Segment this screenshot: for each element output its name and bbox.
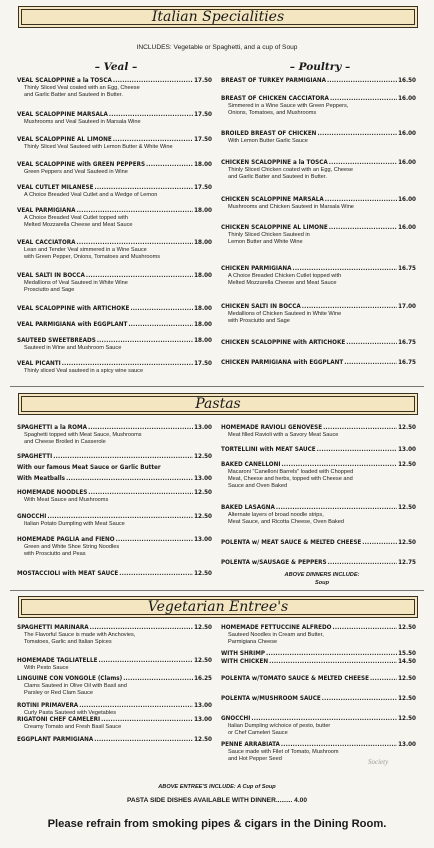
- menu-item-name: HOMEMADE RAVIOLI GENOVESE: [221, 424, 323, 431]
- menu-item-row: [17, 337, 212, 345]
- dot-leader: [322, 695, 397, 703]
- menu-item-price: 12.50: [194, 513, 212, 520]
- menu-item-price: 13.00: [194, 536, 212, 543]
- dot-leader: [77, 207, 194, 215]
- dot-leader: [317, 446, 397, 454]
- dot-leader: [323, 424, 397, 432]
- menu-item-row: [17, 239, 212, 247]
- menu-item-row: [221, 446, 416, 454]
- menu-item-name: With our famous Meat Sauce or Garlic Butter: [17, 464, 161, 471]
- menu-item-price: 12.50: [398, 695, 416, 702]
- menu-item-row: [17, 570, 212, 578]
- menu-item: [17, 513, 212, 528]
- menu-item: [17, 321, 212, 329]
- menu-item-name: VEAL CUTLET MILANESE: [17, 184, 94, 191]
- menu-item-name: POLENTA w/ MEAT SAUCE & MELTED CHEESE: [221, 539, 362, 546]
- menu-item-row: [17, 624, 212, 632]
- menu-item: [221, 196, 416, 211]
- menu-item-price: 12.50: [194, 570, 212, 577]
- dot-leader: [113, 77, 193, 85]
- menu-item: [221, 339, 416, 347]
- menu-item-description: Sauteed in Wine and Mushroom Sauce: [24, 345, 122, 351]
- menu-item-name: SPAGHETTI MARINARA: [17, 624, 89, 631]
- menu-item-price: 12.50: [194, 453, 212, 460]
- menu-item-row: [17, 736, 212, 744]
- menu-item-row: [221, 424, 416, 432]
- menu-item: [17, 360, 212, 375]
- menu-item-description: Mushrooms and Veal Sauteed in Marsala Wine: [24, 119, 141, 125]
- menu-item-row: [17, 675, 212, 683]
- menu-item-name: CHICKEN SALTI IN BOCCA: [221, 303, 301, 310]
- dot-leader: [119, 570, 193, 578]
- menu-item-price: 16.75: [398, 359, 416, 366]
- dot-leader: [251, 715, 397, 723]
- dot-leader: [113, 136, 193, 144]
- dot-leader: [146, 161, 193, 169]
- pasta-side-dishes: PASTA SIDE DISHES AVAILABLE WITH DINNER......... 4.00: [126, 797, 307, 804]
- menu-item: [221, 695, 416, 703]
- menu-item-row: [17, 453, 212, 461]
- menu-item-row: [17, 360, 212, 368]
- menu-item-price: 16.00: [398, 196, 416, 203]
- dot-leader: [97, 337, 193, 345]
- menu-item-row: [17, 489, 212, 497]
- menu-item-price: 12.50: [194, 624, 212, 631]
- menu-item-row: [221, 695, 416, 703]
- menu-item-description: Italian Dumpling w/choice of pesto, butter or Chef Cameleri Sauce: [228, 723, 331, 736]
- menu-item-name: HOMEMADE FETTUCCINE ALFREDO: [221, 624, 332, 631]
- menu-item-description: The Flavorful Sauce is made with Anchovies, Tomatoes, Garlic and Italian Spices: [24, 632, 136, 645]
- menu-item: [17, 657, 212, 672]
- dot-leader: [317, 130, 397, 138]
- menu-item-row: [221, 504, 416, 512]
- dot-leader: [329, 159, 397, 167]
- menu-item-price: 17.50: [194, 111, 212, 118]
- vegetarian-includes-note: ABOVE ENTREE'S INCLUDE: A Cup of Soup: [158, 784, 276, 790]
- dot-leader: [332, 624, 397, 632]
- dot-leader: [330, 95, 397, 103]
- menu-item-row: [17, 475, 212, 483]
- dot-leader: [128, 321, 193, 329]
- menu-item-description: Sauteed Noodles in Cream and Butter, Parmigiana Cheese: [228, 632, 324, 645]
- menu-item-price: 18.00: [194, 161, 212, 168]
- menu-item: [17, 489, 212, 504]
- menu-item: [221, 159, 416, 181]
- menu-item-name: CHICKEN PARMIGIANA with EGGPLANT: [221, 359, 344, 366]
- menu-item-price: 18.00: [194, 337, 212, 344]
- menu-item-price: 12.50: [398, 461, 416, 468]
- menu-item-description: With Pesto Sauce: [24, 665, 69, 671]
- menu-item-name: HOMEMADE PAGLIA and FIENO: [17, 536, 115, 543]
- menu-item-row: [221, 265, 416, 273]
- menu-item: [17, 111, 212, 126]
- menu-item-name: PENNE ARRABIATA: [221, 741, 280, 748]
- menu-item-row: [17, 536, 212, 544]
- menu-item-row: [221, 650, 416, 658]
- menu-item: [221, 658, 416, 666]
- menu-item-price: 12.50: [398, 504, 416, 511]
- no-smoking-notice: Please refrain from smoking pipes & cigars in the Dining Room.: [47, 818, 387, 830]
- menu-item: [17, 453, 212, 461]
- menu-item-description: Creamy Tomato and Fresh Basil Sauce: [24, 724, 122, 730]
- menu-item-row: [17, 207, 212, 215]
- menu-item-description: With Lemon Butter Garlic Sauce: [228, 138, 308, 144]
- menu-item-price: 18.00: [194, 305, 212, 312]
- menu-item-row: [17, 161, 212, 169]
- menu-item: [17, 736, 212, 744]
- menu-item-price: 12.50: [398, 715, 416, 722]
- menu-item-price: 18.00: [194, 239, 212, 246]
- menu-item-name: GNOCCHI: [221, 715, 251, 722]
- menu-item-price: 18.00: [194, 272, 212, 279]
- dot-leader: [370, 675, 397, 683]
- menu-item-description: Macaroni "Canelloni Barrels" loaded with Chopped Meat, Cheese and herbs, topped with Cheese and Sauce and Oven Baked: [228, 469, 354, 489]
- dot-leader: [292, 265, 397, 273]
- menu-item-row: [221, 159, 416, 167]
- dot-leader: [281, 461, 397, 469]
- menu-item-price: 16.00: [398, 159, 416, 166]
- dot-leader: [269, 658, 397, 666]
- menu-item: [17, 161, 212, 176]
- menu-item-row: [17, 464, 212, 472]
- menu-item-name: CHICKEN SCALOPPINE AL LIMONE: [221, 224, 328, 231]
- menu-item: [221, 461, 416, 490]
- dot-leader: [344, 359, 397, 367]
- menu-item: [17, 239, 212, 261]
- menu-item: [17, 464, 212, 472]
- dot-leader: [90, 624, 193, 632]
- dot-leader: [109, 111, 193, 119]
- menu-item: [221, 675, 416, 683]
- menu-item: [221, 359, 416, 367]
- dot-leader: [88, 424, 193, 432]
- menu-item: [17, 77, 212, 99]
- menu-item-description: Medallions of Chicken Sauteed in White Wine with Prosciutto and Sage: [228, 311, 342, 324]
- menu-item-row: [17, 136, 212, 144]
- menu-item: [221, 95, 416, 117]
- menu-item-price: 12.50: [194, 657, 212, 664]
- poultry-heading: – Poultry –: [289, 61, 351, 73]
- menu-item-name: VEAL PARMIGIANA with EGGPLANT: [17, 321, 128, 328]
- dot-leader: [130, 305, 193, 313]
- menu-item: [17, 536, 212, 558]
- menu-item-name: HOMEMADE NOODLES: [17, 489, 88, 496]
- menu-item-name: BREAST OF CHICKEN CACCIATORA: [221, 95, 329, 102]
- menu-item-row: [221, 224, 416, 232]
- dot-leader: [66, 475, 193, 483]
- menu-item-price: 12.75: [398, 559, 416, 566]
- menu-item-description: A Choice Breaded Veal Cutlet and a Wedge of Lemon: [24, 192, 158, 198]
- menu-item-description: Simmered in a Wine Sauce with Green Peppers, Onions, Tomatoes, and Mushrooms: [228, 103, 349, 116]
- menu-item-name: CHICKEN PARMIGIANA: [221, 265, 292, 272]
- menu-item: [221, 446, 416, 454]
- menu-item-name: HOMEMADE TAGLIATELLE: [17, 657, 98, 664]
- menu-item: [17, 424, 212, 446]
- menu-item: [221, 559, 416, 567]
- menu-item-description: Sauce made with Filet of Tomato, Mushroom and Hot Pepper Seed: [228, 749, 339, 762]
- menu-item-row: [221, 130, 416, 138]
- menu-item: [221, 130, 416, 145]
- menu-item-name: VEAL PARMIGIANA: [17, 207, 76, 214]
- menu-item-description: Thinly Sliced Chicken coated with an Egg, Cheese and Garlic Batter and Sauteed in Butter.: [228, 167, 353, 180]
- menu-item-description: Mushrooms and Chicken Sauteed in Marsala Wine: [228, 204, 354, 210]
- menu-item-price: 17.50: [194, 136, 212, 143]
- menu-item-row: [221, 675, 416, 683]
- menu-item-price: 16.00: [398, 224, 416, 231]
- menu-item-price: 16.75: [398, 339, 416, 346]
- menu-item-name: GNOCCHI: [17, 513, 47, 520]
- menu-item: [17, 624, 212, 646]
- menu-item-price: 17.50: [194, 360, 212, 367]
- watermark: Society: [368, 758, 389, 766]
- menu-item-row: [17, 702, 212, 710]
- menu-item-price: 15.50: [398, 650, 416, 657]
- menu-item: [17, 337, 212, 352]
- divider: [10, 386, 424, 387]
- menu-item-price: 13.00: [194, 475, 212, 482]
- menu-item-name: SPAGHETTI a la ROMA: [17, 424, 87, 431]
- menu-item-name: BAKED CANELLONI: [221, 461, 281, 468]
- menu-item-row: [221, 303, 416, 311]
- menu-item-price: 12.50: [398, 424, 416, 431]
- menu-item-name: VEAL SCALOPPINE a la TOSCA: [17, 77, 112, 84]
- menu-item-description: A Choice Breaded Chicken Cutlet topped with Melted Mozzarella Cheese and Meat Sauce: [228, 273, 342, 286]
- menu-item-name: VEAL SCALOPPINE with GREEN PEPPERS: [17, 161, 146, 168]
- menu-item-description: Thinly Sliced Veal coated with an Egg, Cheese and Garlic Batter and Sauteed in Butter.: [24, 85, 140, 98]
- menu-item-name: VEAL SCALOPPINE MARSALA: [17, 111, 108, 118]
- dot-leader: [281, 741, 397, 749]
- menu-item-name: VEAL PICANTI: [17, 360, 61, 367]
- menu-item-row: [221, 339, 416, 347]
- menu-item-description: Thinly Sliced Veal Sauteed with Lemon Butter & White Wine: [24, 144, 173, 150]
- menu-item-row: [221, 715, 416, 723]
- menu-item-price: 12.50: [194, 736, 212, 743]
- menu-item: [221, 224, 416, 246]
- menu-item-price: 17.50: [194, 77, 212, 84]
- menu-item-name: POLENTA w/MUSHROOM SAUCE: [221, 695, 321, 702]
- menu-item-description: Thinly sliced Veal sauteed in a spicy wine sauce: [24, 368, 144, 374]
- menu-item-name: CHICKEN SCALOPPINE with ARTICHOKE: [221, 339, 346, 346]
- menu-item-row: [17, 321, 212, 329]
- menu-item: [221, 504, 416, 526]
- menu-item: [221, 624, 416, 646]
- menu-item: [221, 265, 416, 287]
- menu-item-description: Spaghetti topped with Meat Sauce, Mushrooms and Cheese Broiled in Casserole: [24, 432, 142, 445]
- menu-item-description: Meat filled Ravioli with a Savory Meat Sauce: [228, 432, 339, 438]
- dot-leader: [86, 272, 193, 280]
- menu-item-price: 16.25: [194, 675, 212, 682]
- menu-item-row: [221, 95, 416, 103]
- dot-leader: [116, 536, 193, 544]
- menu-item: [17, 184, 212, 199]
- vegetarian-banner: Vegetarian Entree's: [18, 596, 418, 618]
- menu-item: [17, 570, 212, 578]
- veal-heading: – Veal –: [94, 61, 138, 73]
- menu-item-row: [17, 305, 212, 313]
- divider: [10, 590, 424, 591]
- includes-note: INCLUDES: Vegetable or Spaghetti, and a cup of Soup: [136, 44, 298, 51]
- menu-item-name: VEAL SCALOPPINE AL LIMONE: [17, 136, 112, 143]
- menu-item-name: BROILED BREAST OF CHICKEN: [221, 130, 317, 137]
- menu-item-price: 13.00: [398, 741, 416, 748]
- menu-item-name: BREAST OF TURKEY PARMIGIANA: [221, 77, 326, 84]
- dot-leader: [325, 196, 397, 204]
- pasta-includes-note: ABOVE DINNERS INCLUDE:: [284, 572, 360, 578]
- menu-item-name: ROTINI PRIMAVERA: [17, 702, 79, 709]
- menu-item: [17, 702, 212, 717]
- menu-item-name: WITH CHICKEN: [221, 658, 269, 665]
- menu-item-description: A Choice Breaded Veal Cutlet topped with Melted Mozzarella Cheese and Meat Sauce: [24, 215, 133, 228]
- menu-item-price: 17.00: [398, 303, 416, 310]
- menu-item-row: [221, 741, 416, 749]
- menu-item-row: [17, 424, 212, 432]
- dot-leader: [327, 77, 397, 85]
- dot-leader: [328, 559, 397, 567]
- dot-leader: [123, 675, 193, 683]
- menu-item: [17, 675, 212, 697]
- pastas-banner: Pastas: [18, 393, 418, 415]
- menu-item-name: VEAL CACCIATORA: [17, 239, 76, 246]
- menu-item-name: BAKED LASAGNA: [221, 504, 275, 511]
- menu-item-name: CHICKEN SCALOPPINE MARSALA: [221, 196, 324, 203]
- menu-item-row: [221, 624, 416, 632]
- menu-item-row: [221, 539, 416, 547]
- menu-item-name: LINGUINE CON VONGOLE (Clams): [17, 675, 123, 682]
- menu-item-description: Green Peppers and Veal Sauteed in Wine: [24, 169, 128, 175]
- menu-item-price: 14.50: [398, 658, 416, 665]
- dot-leader: [53, 453, 193, 461]
- dot-leader: [62, 360, 193, 368]
- menu-item: [221, 303, 416, 325]
- dot-leader: [88, 489, 193, 497]
- menu-item-name: RIGATONI CHEF CAMELERI: [17, 716, 101, 723]
- menu-item: [17, 272, 212, 294]
- pasta-includes-soup: Soup: [315, 580, 329, 586]
- menu-item-name: CHICKEN SCALOPPINE a la TOSCA: [221, 159, 328, 166]
- menu-item-description: Italian Potato Dumpling with Meat Sauce: [24, 521, 125, 527]
- menu-item: [17, 716, 212, 731]
- menu-item-price: 13.00: [194, 702, 212, 709]
- dot-leader: [47, 513, 193, 521]
- menu-item-row: [17, 657, 212, 665]
- menu-item-row: [17, 184, 212, 192]
- menu-item-name: MOSTACCIOLI with MEAT SAUCE: [17, 570, 119, 577]
- menu-item-price: 13.00: [398, 446, 416, 453]
- menu-item-row: [221, 77, 416, 85]
- dot-leader: [362, 539, 397, 547]
- menu-item-row: [221, 461, 416, 469]
- menu-item-price: 17.50: [194, 184, 212, 191]
- menu-item-name: POLENTA w/TOMATO SAUCE & MELTED CHEESE: [221, 675, 369, 682]
- menu-item-row: [17, 513, 212, 521]
- menu-item-price: 12.50: [398, 675, 416, 682]
- menu-item-name: WITH SHRIMP: [221, 650, 266, 657]
- menu-item-price: 12.50: [194, 489, 212, 496]
- dot-leader: [79, 702, 193, 710]
- menu-item-row: [221, 658, 416, 666]
- menu-item-name: VEAL SCALOPPINE with ARTICHOKE: [17, 305, 130, 312]
- menu-item: [221, 424, 416, 439]
- dot-leader: [329, 224, 397, 232]
- menu-item: [17, 207, 212, 229]
- menu-item: [221, 77, 416, 85]
- menu-item-description: With Meat Sauce and Mushrooms: [24, 497, 109, 503]
- menu-item-price: 16.75: [398, 265, 416, 272]
- menu-item-name: SAUTEED SWEETBREADS: [17, 337, 96, 344]
- dot-leader: [94, 736, 193, 744]
- dot-leader: [302, 303, 397, 311]
- menu-item-price: 16.00: [398, 95, 416, 102]
- menu-item-row: [221, 559, 416, 567]
- menu-item: [17, 305, 212, 313]
- menu-item-row: [17, 716, 212, 724]
- dot-leader: [266, 650, 397, 658]
- dot-leader: [276, 504, 397, 512]
- menu-item: [221, 539, 416, 547]
- menu-item: [221, 715, 416, 737]
- menu-item-row: [221, 196, 416, 204]
- menu-item-price: 13.00: [194, 424, 212, 431]
- menu-item-price: 12.50: [398, 624, 416, 631]
- menu-item-row: [17, 272, 212, 280]
- menu-item-name: With Meatballs: [17, 475, 66, 482]
- dot-leader: [94, 184, 193, 192]
- dot-leader: [346, 339, 397, 347]
- menu-item-name: POLENTA w/SAUSAGE & PEPPERS: [221, 559, 327, 566]
- dot-leader: [77, 239, 194, 247]
- menu-item-row: [17, 77, 212, 85]
- menu-item-description: Lean and Tender Veal simmered in a Wine Sauce with Green Pepper, Onions, Tomatoes and Mushrooms: [24, 247, 161, 260]
- menu-item-name: TORTELLINI with MEAT SAUCE: [221, 446, 316, 453]
- menu-item-name: EGGPLANT PARMIGIANA: [17, 736, 94, 743]
- menu-item-row: [17, 111, 212, 119]
- menu-item-description: Alternate layers of broad noodle strips, Meat Sauce, and Ricotta Cheese, Oven Baked: [228, 512, 344, 525]
- menu-item-price: 13.00: [194, 716, 212, 723]
- menu-item-price: 12.50: [398, 539, 416, 546]
- menu-item-row: [221, 359, 416, 367]
- menu-item-description: Clams Sauteed in Olive Oil with Basil and Parsley or Red Clam Sauce: [24, 683, 127, 696]
- menu-item-price: 18.00: [194, 321, 212, 328]
- dot-leader: [98, 657, 193, 665]
- italian-specialities-banner: Italian Specialities: [18, 6, 418, 28]
- menu-item-description: Curly Pasta Sauteed with Vegetables: [24, 710, 117, 716]
- menu-item-price: 18.00: [194, 207, 212, 214]
- menu-item-description: Medallions of Veal Sauteed in White Wine Prosciutto and Sage: [24, 280, 128, 293]
- menu-item-name: VEAL SALTI IN BOCCA: [17, 272, 85, 279]
- dot-leader: [101, 716, 193, 724]
- menu-item: [17, 475, 212, 483]
- menu-item-price: 16.50: [398, 77, 416, 84]
- menu-item: [221, 650, 416, 658]
- menu-item-price: 16.00: [398, 130, 416, 137]
- menu-item-description: Thinly Sliced Chicken Sauteed in Lemon Butter and White Wine: [228, 232, 310, 245]
- menu-item-name: SPAGHETTI: [17, 453, 53, 460]
- menu-item-description: Green and White Shoe String Noodles with Prosciutto and Peas: [24, 544, 120, 557]
- menu-item: [17, 136, 212, 151]
